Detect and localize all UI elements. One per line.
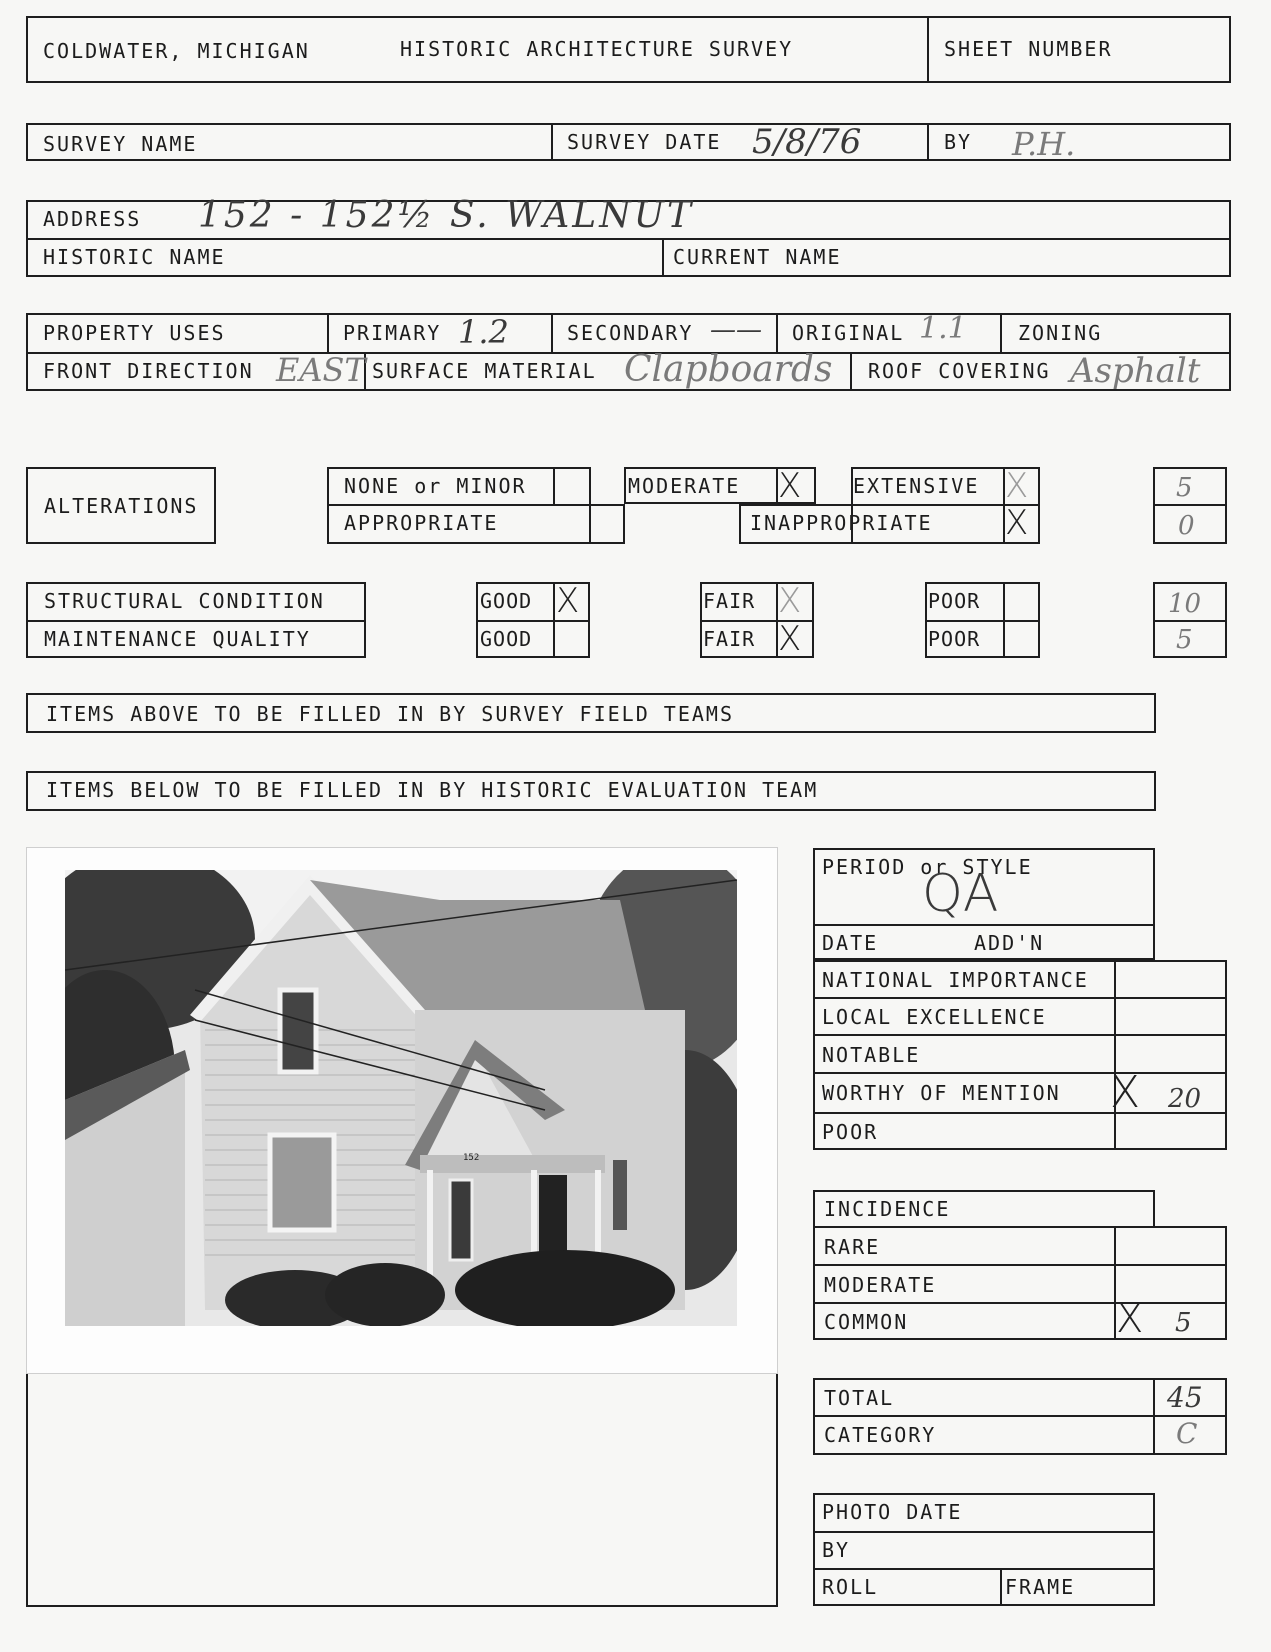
photo-info-line-1 [813, 1531, 1155, 1533]
moderate-incidence-label: MODERATE [824, 1273, 937, 1297]
period-label: PERIOD or STYLE [822, 855, 1033, 879]
survey-title: HISTORIC ARCHITECTURE SURVEY [400, 37, 794, 61]
fair-label-1: FAIR [703, 589, 756, 613]
evaluation-score: 20 [1168, 1084, 1202, 1114]
survey-divider-1 [551, 123, 553, 161]
extensive-label: EXTENSIVE [853, 474, 980, 498]
importance-line-4 [813, 1112, 1227, 1114]
primary-value: 1.2 [458, 313, 509, 351]
importance-line-1 [813, 997, 1227, 999]
notable-label: NOTABLE [822, 1043, 921, 1067]
extensive-mark: X [1005, 466, 1029, 506]
national-importance-label: NATIONAL IMPORTANCE [822, 968, 1089, 992]
survey-date-value: 5/8/76 [752, 122, 862, 162]
survey-by-value: P.H. [1012, 125, 1076, 163]
total-label: TOTAL [824, 1386, 895, 1410]
photo-date-label: PHOTO DATE [822, 1500, 963, 1524]
addn-label: ADD'N [974, 931, 1045, 955]
good-label-2: GOOD [480, 627, 533, 651]
importance-line-2 [813, 1034, 1227, 1036]
period-value: QA [922, 864, 999, 924]
moderate-mark: X [778, 466, 802, 506]
frame-label: FRAME [1005, 1575, 1076, 1599]
poor-label-2: POOR [928, 627, 981, 651]
good-structural-mark: X [556, 581, 580, 621]
surface-material-label: SURFACE MATERIAL [372, 359, 597, 383]
note-above-top-line [26, 693, 1156, 695]
photo-info-line-2 [813, 1568, 1155, 1570]
survey-date-label: SURVEY DATE [567, 130, 722, 154]
local-excellence-label: LOCAL EXCELLENCE [822, 1005, 1047, 1029]
secondary-label: SECONDARY [567, 321, 694, 345]
appropriate-check-box [589, 504, 625, 544]
property-col-1 [327, 313, 329, 352]
name-divider [662, 238, 664, 277]
incidence-label: INCIDENCE [824, 1197, 951, 1221]
worthy-of-mention-label: WORTHY OF MENTION [822, 1081, 1061, 1105]
secondary-value: —— [710, 315, 762, 345]
sheet-number-label: SHEET NUMBER [944, 37, 1113, 61]
survey-by-label: BY [944, 130, 973, 154]
roof-covering-value: Asphalt [1070, 351, 1201, 391]
date-label: DATE [822, 931, 879, 955]
photo-by-label: BY [822, 1538, 851, 1562]
poor-label: POOR [822, 1120, 879, 1144]
incidence-line-2 [813, 1302, 1227, 1304]
good-label-1: GOOD [480, 589, 533, 613]
alterations-score-divider [1153, 504, 1227, 506]
condition-label-divider [26, 620, 366, 622]
poor-divider [925, 620, 1040, 622]
condition-score-1: 10 [1168, 589, 1202, 619]
category-value: C [1176, 1417, 1198, 1450]
condition-score-divider [1153, 620, 1227, 622]
fair-maintenance-mark: X [778, 619, 802, 659]
alterations-mid-line [327, 504, 624, 506]
structural-condition-label: STRUCTURAL CONDITION [44, 589, 325, 613]
survey-name-label: SURVEY NAME [43, 132, 198, 156]
none-minor-label: NONE or MINOR [344, 474, 527, 498]
original-label: ORIGINAL [792, 321, 905, 345]
none-minor-check-divider [553, 467, 555, 504]
address-divider [26, 238, 1231, 240]
house-photo [65, 870, 737, 1326]
total-value: 45 [1167, 1381, 1203, 1414]
property-col-6 [850, 352, 852, 391]
survey-divider-2 [927, 123, 929, 161]
zoning-label: ZONING [1018, 321, 1103, 345]
photo-info-divider [1000, 1568, 1002, 1606]
poor-label-1: POOR [928, 589, 981, 613]
roof-covering-label: ROOF COVERING [868, 359, 1051, 383]
property-col-3 [776, 313, 778, 352]
incidence-score: 5 [1175, 1308, 1192, 1338]
primary-label: PRIMARY [343, 321, 442, 345]
front-direction-value: EAST [276, 351, 366, 389]
header-divider [927, 16, 929, 83]
condition-score-2: 5 [1176, 625, 1193, 655]
alterations-score-2: 0 [1178, 511, 1195, 541]
property-uses-label: PROPERTY USES [43, 321, 226, 345]
house-photo-graphic [65, 870, 737, 1326]
fair-label-2: FAIR [703, 627, 756, 651]
alterations-score-1: 5 [1176, 473, 1193, 503]
front-direction-label: FRONT DIRECTION [43, 359, 254, 383]
property-col-2 [551, 313, 553, 352]
importance-line-3 [813, 1072, 1227, 1074]
common-mark: X [1116, 1296, 1144, 1342]
house-number: 152 [463, 1153, 480, 1163]
address-label: ADDRESS [43, 207, 142, 231]
inappropriate-label: INAPPROPRIATE [750, 511, 933, 535]
current-name-label: CURRENT NAME [673, 245, 842, 269]
importance-check-divider [1114, 960, 1116, 1150]
appropriate-label: APPROPRIATE [344, 511, 499, 535]
maintenance-quality-label: MAINTENANCE QUALITY [44, 627, 311, 651]
surface-material-value: Clapboards [624, 349, 833, 390]
incidence-line-1 [813, 1264, 1227, 1266]
moderate-label: MODERATE [628, 474, 741, 498]
address-value: 152 - 152½ S. WALNUT [198, 195, 695, 236]
common-label: COMMON [824, 1310, 909, 1334]
worthy-mark: X [1110, 1067, 1141, 1118]
rare-label: RARE [824, 1235, 881, 1259]
property-col-4 [1000, 313, 1002, 352]
period-divider [813, 924, 1155, 926]
city-label: COLDWATER, MICHIGAN [43, 39, 310, 63]
inappropriate-mark: X [1005, 503, 1029, 543]
roll-label: ROLL [822, 1575, 879, 1599]
alterations-label: ALTERATIONS [44, 494, 199, 518]
note-above: ITEMS ABOVE TO BE FILLED IN BY SURVEY FIELD TEAMS [46, 702, 735, 726]
totals-divider-h [813, 1415, 1227, 1417]
poor-check-divider [1003, 582, 1005, 658]
original-value: 1.1 [919, 311, 967, 346]
fair-structural-mark: X [778, 581, 802, 621]
note-below: ITEMS BELOW TO BE FILLED IN BY HISTORIC EVALUATION TEAM [46, 778, 819, 802]
category-label: CATEGORY [824, 1423, 937, 1447]
good-check-divider [553, 582, 555, 658]
historic-name-label: HISTORIC NAME [43, 245, 226, 269]
